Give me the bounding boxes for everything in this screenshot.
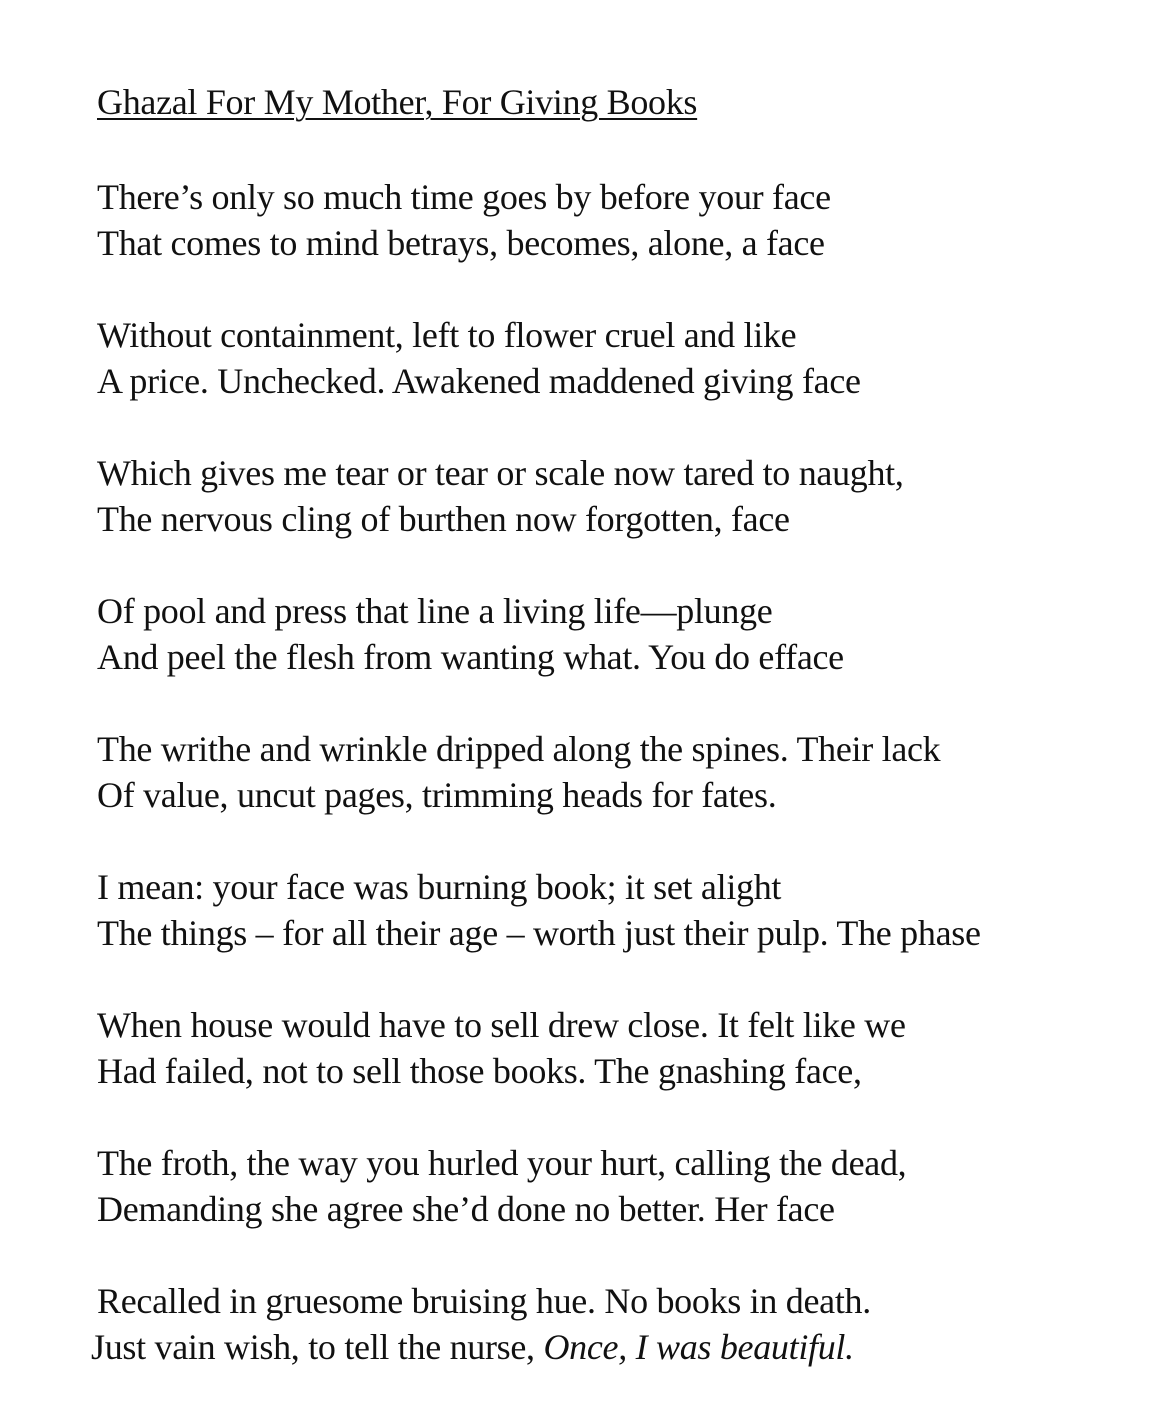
poem-final-line	[91, 1324, 1147, 1370]
stanza-1	[97, 174, 1147, 266]
stanza-4	[97, 588, 1147, 680]
poem-line: Of value, uncut pages, trimming heads for fates.	[97, 775, 777, 815]
poem-line: Without containment, left to flower cruel and like	[97, 315, 797, 355]
stanza-9	[91, 1278, 1147, 1370]
poem-line: That comes to mind betrays, becomes, alone, a face	[97, 223, 825, 263]
poem-line: Of pool and press that line a living life—plunge	[97, 591, 773, 631]
poem-line: The things – for all their age – worth just their pulp. The phase	[97, 913, 981, 953]
final-line-italic-text: Once, I was beautiful.	[543, 1327, 854, 1367]
poem-line: The nervous cling of burthen now forgotten, face	[97, 499, 790, 539]
poem-title: Ghazal For My Mother, For Giving Books	[97, 82, 698, 122]
poem-line: The writhe and wrinkle dripped along the spines. Their lack	[97, 729, 941, 769]
poem-line: Demanding she agree she’d done no better. Her face	[97, 1189, 835, 1229]
stanza-2	[97, 312, 1147, 404]
poem-page	[91, 80, 1147, 1416]
poem-line: The froth, the way you hurled your hurt, calling the dead,	[97, 1143, 907, 1183]
final-line-plain-text: Just vain wish, to tell the nurse,	[91, 1327, 544, 1367]
stanza-3	[97, 450, 1147, 542]
poem-line: Had failed, not to sell those books. The gnashing face,	[97, 1051, 862, 1091]
stanza-5	[97, 726, 1147, 818]
stanza-6	[97, 864, 1147, 956]
poem-line: When house would have to sell drew close. It felt like we	[97, 1005, 906, 1045]
poem-line: There’s only so much time goes by before your face	[97, 177, 831, 217]
poem-line: And peel the flesh from wanting what. You do efface	[97, 637, 844, 677]
poem-line: A price. Unchecked. Awakened maddened giving face	[97, 361, 861, 401]
stanza-8	[97, 1140, 1147, 1232]
poem-line: Which gives me tear or tear or scale now tared to naught,	[97, 453, 904, 493]
poem-line: Recalled in gruesome bruising hue. No books in death.	[97, 1281, 871, 1321]
poem-line: I mean: your face was burning book; it set alight	[97, 867, 782, 907]
stanza-7	[97, 1002, 1147, 1094]
